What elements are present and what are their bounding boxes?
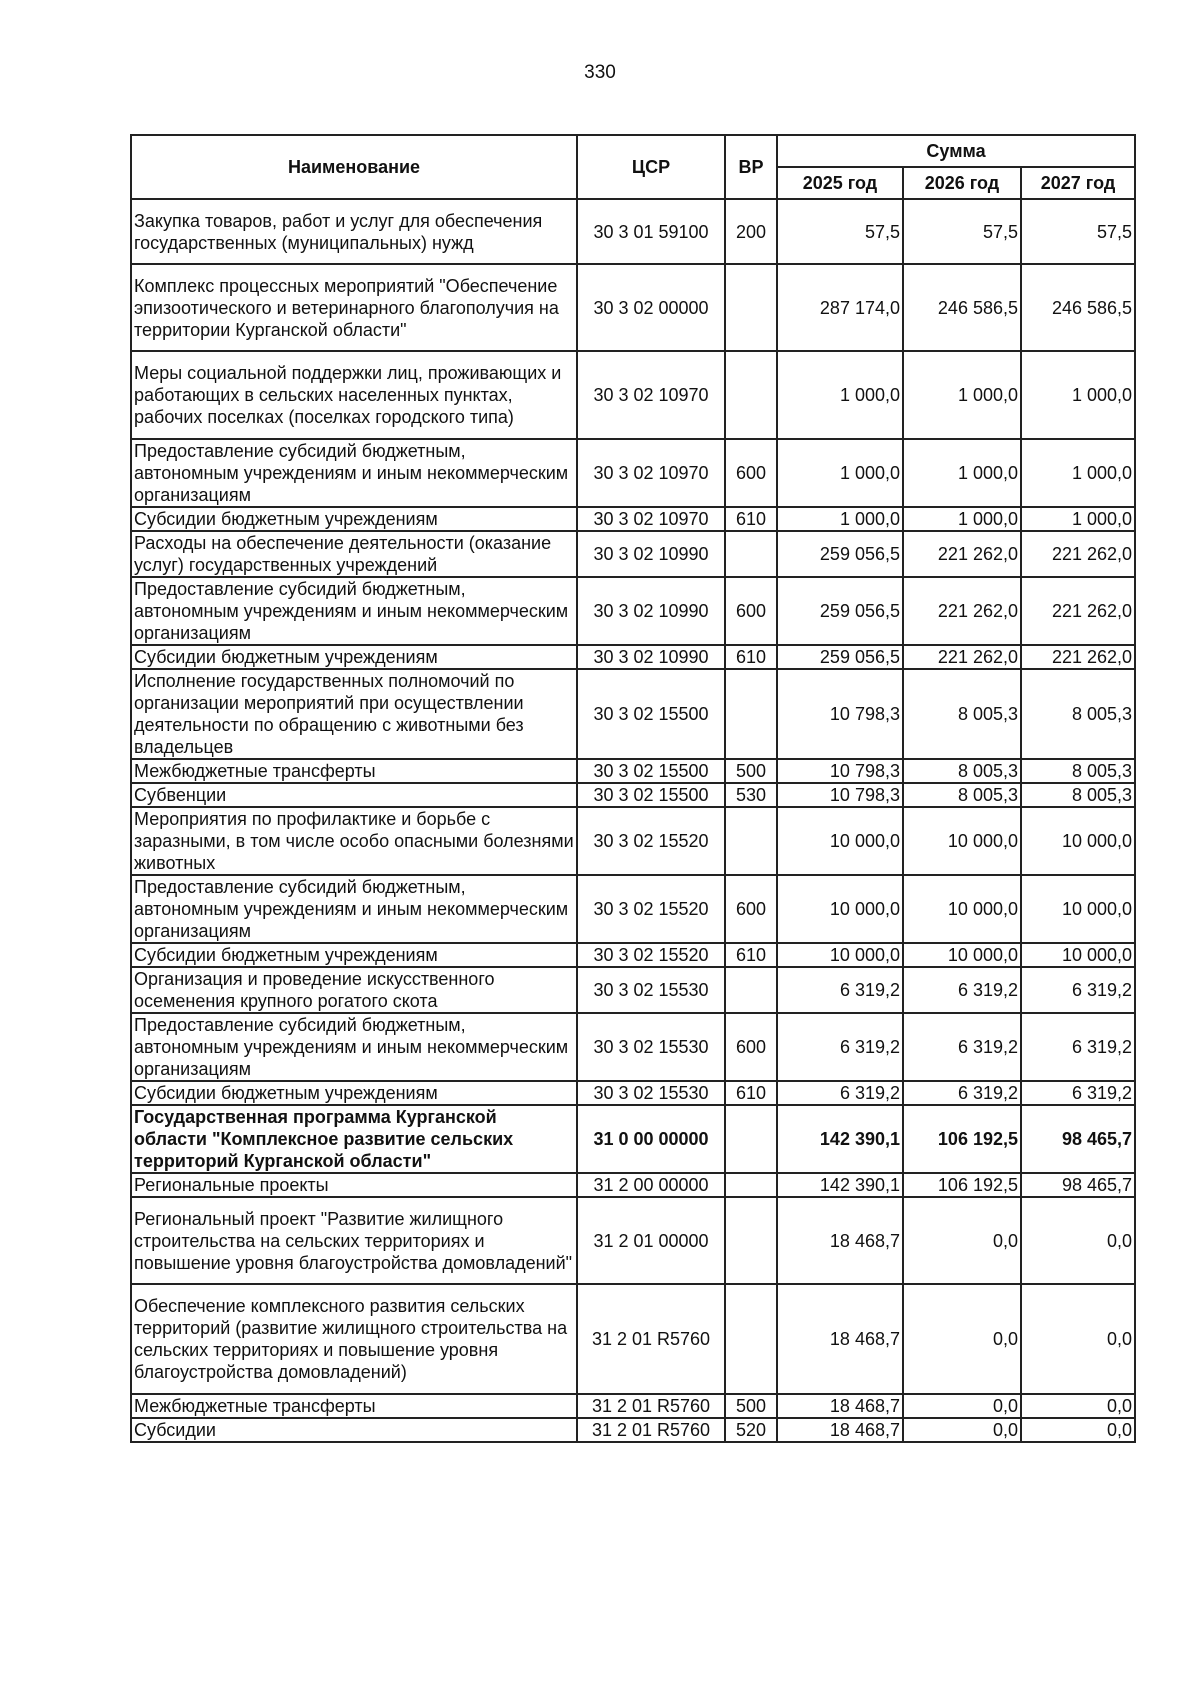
row-name: Межбюджетные трансферты (131, 759, 577, 783)
row-name: Субсидии бюджетным учреждениям (131, 507, 577, 531)
row-vr: 610 (725, 507, 777, 531)
row-sum-2027: 98 465,7 (1021, 1105, 1135, 1173)
row-vr (725, 967, 777, 1013)
row-sum-2026: 6 319,2 (903, 1013, 1021, 1081)
row-vr (725, 1105, 777, 1173)
row-sum-2027: 98 465,7 (1021, 1173, 1135, 1197)
row-sum-2027: 1 000,0 (1021, 507, 1135, 531)
header-sum: Сумма (777, 135, 1135, 167)
row-sum-2026: 106 192,5 (903, 1173, 1021, 1197)
row-sum-2027: 10 000,0 (1021, 807, 1135, 875)
row-sum-2026: 106 192,5 (903, 1105, 1021, 1173)
row-name: Региональные проекты (131, 1173, 577, 1197)
row-sum-2027: 57,5 (1021, 199, 1135, 264)
row-sum-2026: 0,0 (903, 1418, 1021, 1442)
table-row (131, 1173, 1135, 1197)
row-code: 30 3 02 15500 (577, 759, 725, 783)
row-sum-2025: 1 000,0 (777, 351, 903, 439)
row-sum-2026: 57,5 (903, 199, 1021, 264)
row-sum-2025: 1 000,0 (777, 439, 903, 507)
row-sum-2026: 221 262,0 (903, 531, 1021, 577)
header-name: Наименование (131, 135, 577, 199)
table-row (131, 531, 1135, 577)
row-sum-2027: 6 319,2 (1021, 1081, 1135, 1105)
row-sum-2025: 18 468,7 (777, 1197, 903, 1284)
row-code: 30 3 02 15520 (577, 943, 725, 967)
row-sum-2026: 0,0 (903, 1197, 1021, 1284)
row-name: Организация и проведение искусственного осеменения крупного рогатого скота (131, 967, 577, 1013)
row-code: 30 3 02 15530 (577, 1013, 725, 1081)
row-code: 30 3 02 15500 (577, 783, 725, 807)
row-sum-2026: 10 000,0 (903, 875, 1021, 943)
row-sum-2027: 246 586,5 (1021, 264, 1135, 351)
row-sum-2025: 10 798,3 (777, 759, 903, 783)
row-code: 30 3 02 00000 (577, 264, 725, 351)
budget-table (130, 134, 1136, 1443)
table-row (131, 943, 1135, 967)
table-row (131, 759, 1135, 783)
row-vr: 600 (725, 439, 777, 507)
row-sum-2027: 10 000,0 (1021, 943, 1135, 967)
row-sum-2026: 10 000,0 (903, 943, 1021, 967)
header-code: ЦСР (577, 135, 725, 199)
row-name: Субвенции (131, 783, 577, 807)
table-row (131, 507, 1135, 531)
row-sum-2025: 259 056,5 (777, 577, 903, 645)
row-vr (725, 1284, 777, 1394)
row-code: 30 3 02 15520 (577, 875, 725, 943)
row-vr: 500 (725, 1394, 777, 1418)
row-code: 30 3 01 59100 (577, 199, 725, 264)
row-sum-2027: 6 319,2 (1021, 967, 1135, 1013)
row-sum-2027: 8 005,3 (1021, 669, 1135, 759)
row-sum-2027: 10 000,0 (1021, 875, 1135, 943)
header-2025: 2025 год (777, 167, 903, 199)
header-2026: 2026 год (903, 167, 1021, 199)
row-vr (725, 531, 777, 577)
row-vr: 610 (725, 943, 777, 967)
page-number: 330 (584, 62, 616, 83)
row-sum-2026: 221 262,0 (903, 645, 1021, 669)
row-sum-2027: 0,0 (1021, 1394, 1135, 1418)
row-sum-2025: 259 056,5 (777, 531, 903, 577)
row-name: Предоставление субсидий бюджетным, автономным учреждениям и иным некоммерческим организациям (131, 439, 577, 507)
row-sum-2025: 287 174,0 (777, 264, 903, 351)
row-vr: 520 (725, 1418, 777, 1442)
row-code: 30 3 02 10970 (577, 351, 725, 439)
table-row (131, 1013, 1135, 1081)
row-sum-2025: 259 056,5 (777, 645, 903, 669)
row-sum-2025: 18 468,7 (777, 1394, 903, 1418)
row-sum-2027: 0,0 (1021, 1418, 1135, 1442)
table-row (131, 199, 1135, 264)
row-sum-2025: 18 468,7 (777, 1418, 903, 1442)
row-sum-2027: 221 262,0 (1021, 531, 1135, 577)
row-sum-2026: 6 319,2 (903, 967, 1021, 1013)
row-sum-2027: 1 000,0 (1021, 351, 1135, 439)
row-code: 30 3 02 10990 (577, 577, 725, 645)
row-name: Государственная программа Курганской области "Комплексное развитие сельских территорий Курганской области" (131, 1105, 577, 1173)
row-vr: 530 (725, 783, 777, 807)
row-sum-2025: 18 468,7 (777, 1284, 903, 1394)
row-sum-2027: 1 000,0 (1021, 439, 1135, 507)
header-2027: 2027 год (1021, 167, 1135, 199)
row-sum-2026: 0,0 (903, 1394, 1021, 1418)
row-vr (725, 1197, 777, 1284)
row-sum-2027: 221 262,0 (1021, 645, 1135, 669)
row-sum-2026: 8 005,3 (903, 759, 1021, 783)
row-sum-2025: 10 798,3 (777, 783, 903, 807)
row-code: 30 3 02 15520 (577, 807, 725, 875)
row-code: 30 3 02 10970 (577, 507, 725, 531)
row-sum-2026: 0,0 (903, 1284, 1021, 1394)
row-sum-2026: 8 005,3 (903, 783, 1021, 807)
row-name: Межбюджетные трансферты (131, 1394, 577, 1418)
row-vr: 610 (725, 1081, 777, 1105)
table-row (131, 577, 1135, 645)
row-sum-2025: 6 319,2 (777, 1081, 903, 1105)
row-sum-2025: 10 000,0 (777, 807, 903, 875)
row-sum-2026: 1 000,0 (903, 439, 1021, 507)
row-name: Субсидии бюджетным учреждениям (131, 1081, 577, 1105)
table-row (131, 783, 1135, 807)
row-sum-2027: 0,0 (1021, 1197, 1135, 1284)
table-row (131, 1394, 1135, 1418)
table-row (131, 1418, 1135, 1442)
row-sum-2026: 221 262,0 (903, 577, 1021, 645)
table-row (131, 645, 1135, 669)
row-vr: 600 (725, 875, 777, 943)
row-sum-2025: 10 000,0 (777, 943, 903, 967)
row-vr: 500 (725, 759, 777, 783)
row-sum-2025: 57,5 (777, 199, 903, 264)
row-name: Предоставление субсидий бюджетным, автономным учреждениям и иным некоммерческим организациям (131, 577, 577, 645)
row-code: 31 2 01 R5760 (577, 1394, 725, 1418)
row-name: Субсидии бюджетным учреждениям (131, 645, 577, 669)
row-vr: 610 (725, 645, 777, 669)
row-sum-2026: 8 005,3 (903, 669, 1021, 759)
row-name: Субсидии бюджетным учреждениям (131, 943, 577, 967)
row-vr (725, 807, 777, 875)
row-name: Исполнение государственных полномочий по организации мероприятий при осуществлении деятельности по обращению с животными без владельцев (131, 669, 577, 759)
table-row (131, 439, 1135, 507)
row-name: Субсидии (131, 1418, 577, 1442)
row-name: Обеспечение комплексного развития сельских территорий (развитие жилищного строительства на сельских территориях и повышение уровня благоустройства домовладений) (131, 1284, 577, 1394)
row-name: Закупка товаров, работ и услуг для обеспечения государственных (муниципальных) нужд (131, 199, 577, 264)
row-sum-2025: 1 000,0 (777, 507, 903, 531)
row-sum-2025: 142 390,1 (777, 1105, 903, 1173)
table-row (131, 351, 1135, 439)
table-row (131, 669, 1135, 759)
row-sum-2027: 0,0 (1021, 1284, 1135, 1394)
table-row (131, 875, 1135, 943)
header-vr: ВР (725, 135, 777, 199)
row-name: Мероприятия по профилактике и борьбе с заразными, в том числе особо опасными болезнями животных (131, 807, 577, 875)
row-name: Предоставление субсидий бюджетным, автономным учреждениям и иным некоммерческим организациям (131, 875, 577, 943)
row-sum-2027: 221 262,0 (1021, 577, 1135, 645)
row-sum-2026: 1 000,0 (903, 351, 1021, 439)
row-vr: 600 (725, 577, 777, 645)
row-sum-2027: 6 319,2 (1021, 1013, 1135, 1081)
row-code: 30 3 02 10970 (577, 439, 725, 507)
row-sum-2026: 246 586,5 (903, 264, 1021, 351)
row-code: 30 3 02 10990 (577, 531, 725, 577)
row-name: Меры социальной поддержки лиц, проживающих и работающих в сельских населенных пунктах, рабочих поселках (поселках городского типа) (131, 351, 577, 439)
row-code: 30 3 02 15500 (577, 669, 725, 759)
row-sum-2025: 142 390,1 (777, 1173, 903, 1197)
row-sum-2026: 6 319,2 (903, 1081, 1021, 1105)
table-row (131, 807, 1135, 875)
row-sum-2025: 6 319,2 (777, 1013, 903, 1081)
row-sum-2026: 1 000,0 (903, 507, 1021, 531)
row-code: 31 0 00 00000 (577, 1105, 725, 1173)
row-sum-2027: 8 005,3 (1021, 759, 1135, 783)
row-code: 30 3 02 10990 (577, 645, 725, 669)
row-code: 30 3 02 15530 (577, 967, 725, 1013)
row-vr (725, 264, 777, 351)
row-vr (725, 351, 777, 439)
table-row (131, 1105, 1135, 1173)
table-row (131, 1081, 1135, 1105)
table-row (131, 264, 1135, 351)
row-vr (725, 669, 777, 759)
row-code: 31 2 00 00000 (577, 1173, 725, 1197)
row-sum-2025: 10 798,3 (777, 669, 903, 759)
row-name: Региональный проект "Развитие жилищного строительства на сельских территориях и повышение уровня благоустройства домовладений" (131, 1197, 577, 1284)
row-code: 31 2 01 R5760 (577, 1418, 725, 1442)
row-name: Расходы на обеспечение деятельности (оказание услуг) государственных учреждений (131, 531, 577, 577)
row-sum-2027: 8 005,3 (1021, 783, 1135, 807)
row-vr (725, 1173, 777, 1197)
table-header (131, 135, 1135, 199)
table-row (131, 1197, 1135, 1284)
row-code: 31 2 01 00000 (577, 1197, 725, 1284)
row-code: 30 3 02 15530 (577, 1081, 725, 1105)
row-name: Предоставление субсидий бюджетным, автономным учреждениям и иным некоммерческим организациям (131, 1013, 577, 1081)
table-row (131, 1284, 1135, 1394)
row-sum-2026: 10 000,0 (903, 807, 1021, 875)
table-body (131, 199, 1135, 1442)
row-vr: 200 (725, 199, 777, 264)
row-vr: 600 (725, 1013, 777, 1081)
row-name: Комплекс процессных мероприятий "Обеспечение эпизоотического и ветеринарного благополучия на территории Курганской области" (131, 264, 577, 351)
row-sum-2025: 10 000,0 (777, 875, 903, 943)
table-row (131, 967, 1135, 1013)
row-sum-2025: 6 319,2 (777, 967, 903, 1013)
row-code: 31 2 01 R5760 (577, 1284, 725, 1394)
